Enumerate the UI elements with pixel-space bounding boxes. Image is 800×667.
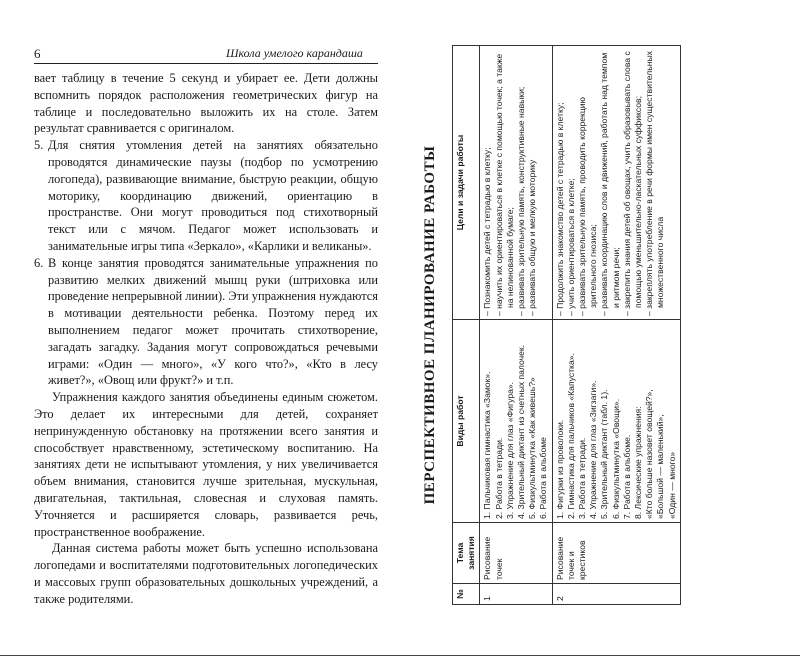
kind-item: 3. Работа в тетради. bbox=[577, 437, 588, 519]
kind-item: 2. Гимнастика для пальчиков «Капустка». bbox=[565, 353, 576, 519]
goal-item: – Познакомить детей с тетрадью в клетку; bbox=[482, 147, 493, 316]
kind-item: 4. Зрительный диктант из счетных палочек. bbox=[516, 344, 527, 519]
cell-num: 1 bbox=[480, 584, 552, 605]
plan-table bbox=[452, 45, 681, 605]
bottom-rule bbox=[0, 655, 800, 656]
kind-item: 4. Упражнение для глаз «Зигзаги». bbox=[588, 380, 599, 519]
header-rule bbox=[34, 63, 378, 64]
goal-item: – учить ориентироваться в клетке; bbox=[565, 178, 576, 316]
col-header-num: № bbox=[453, 584, 480, 605]
kind-item: 6. Физкультминутка «Овощи». bbox=[610, 398, 621, 519]
goal-item: – развивать общую и мелкую моторику bbox=[527, 159, 538, 316]
numbered-item bbox=[34, 137, 378, 255]
cell-goals bbox=[480, 46, 552, 320]
kind-item: 2. Работа в тетради. bbox=[493, 437, 504, 519]
goal-item: – научить их ориентироваться в клетке с помощью точек; а также на нелинованной бумаге; bbox=[493, 53, 515, 316]
kind-item: 5. Зрительный диктант (табл. 1). bbox=[599, 389, 610, 519]
numbered-item bbox=[34, 255, 378, 389]
cell-topic: Рисование точек bbox=[480, 523, 552, 584]
goal-item: – развивать зрительную память, проводить коррекцию зрительного гнозиса; bbox=[577, 97, 599, 316]
page-number: 6 bbox=[34, 46, 41, 61]
cell-kinds bbox=[480, 320, 552, 523]
kind-item: 6. Работа в альбоме bbox=[538, 437, 549, 519]
item-text: Для снятия утомления детей на занятиях обязательно проводятся динамические паузы (подбор по усмотрению логопеда), развивающие внимание, быструю реакции, общую моторику, координацию движений, ориентацию в пространстве. Они могут проводиться под стихотворный текст или с мячом. Педагог может использовать и занимательные игры типа «Зеркало», «Карлики и великаны». bbox=[48, 138, 378, 253]
cell-goals bbox=[552, 46, 680, 320]
goal-item: – Продолжить знакомство детей с тетрадью в клетку; bbox=[554, 102, 565, 316]
col-header-goals: Цели и задачи работы bbox=[453, 46, 480, 320]
kind-item: 3. Упражнение для глаз «Фигура». bbox=[504, 381, 515, 519]
table-header-row bbox=[453, 46, 480, 605]
plan-table-body bbox=[480, 46, 680, 605]
running-head: Школа умелого карандаша bbox=[226, 46, 363, 60]
kind-item: 5. Физкультминутка «Как живешь?» bbox=[527, 377, 538, 519]
kind-item: «Кто больше назовет овощей?», bbox=[644, 389, 655, 519]
plan-title: ПЕРСПЕКТИВНОЕ ПЛАНИРОВАНИЕ РАБОТЫ bbox=[421, 145, 438, 505]
kind-item: 7. Работа в альбоме. bbox=[621, 434, 632, 519]
kind-item: 1. Пальчиковая гимнастика «Замок». bbox=[482, 371, 493, 519]
item-text: В конце занятия проводятся занимательные упражнения по развитию мелких движений мышц руки (штриховка или проведение непрерывной линии). Эти упражнения нуждаются в мотивации деятельности ребенка. Поэтому перед их выполнением педагог может прочитать стихотворение, загадать загадку. Задания могут сопровождаться речевыми играми: «Один — много», «У кого что?», «Кто в лесу живет?», «Овощ или фрукт?» и т.п. bbox=[48, 255, 378, 388]
intro-paragraph: вает таблицу в течение 5 секунд и убирает ее. Дети должны вспомнить порядок расположения геометрических фигур на таблице и последовательно выложить их на столе. Затем результат сравнивается с оригиналом. bbox=[34, 71, 378, 136]
goal-item: – закрепить знания детей об овощах, учить образовывать слова с помощью уменьшительно-ласкательных суффиксов; bbox=[621, 51, 644, 316]
kind-item: «Один — много» bbox=[666, 451, 677, 519]
table-row bbox=[552, 46, 680, 605]
cell-topic: Рисование точек и крестиков bbox=[552, 523, 680, 584]
body-paragraph: Данная система работы может быть успешно использована логопедами и воспитателями подготовительных логопедических и массовых групп образовательных дошкольных учреждений, а также родителями. bbox=[34, 541, 378, 606]
body-paragraph: Упражнения каждого занятия объединены единым сюжетом. Это делает их интересными для детей, сохраняет непринужденную обстановку на протяжении всего занятия и способствует нравственному, эстетическому воспитанию. На занятиях дети не испытывают утомления, у них увеличивается объем внимания, становится лучше зрительная, мускульная, двигательная, тактильная, словесная и слуховая память. Уточняется и расширяется словарь, развивается речь, пространственное воображение. bbox=[34, 390, 378, 539]
goal-item: – развивать координацию слов и движений, работать над темпом и ритмом речи; bbox=[599, 52, 621, 316]
cell-kinds bbox=[552, 320, 680, 523]
goal-item: – развивать зрительную память, конструктивные навыки; bbox=[516, 86, 527, 316]
kind-item: 1. Фигурки из проволоки. bbox=[554, 419, 565, 519]
goal-item: – закреплять употребление в речи формы имен существительных множественного числа bbox=[644, 51, 666, 316]
kind-item: 8. Лексические упражнения: bbox=[633, 406, 644, 519]
body-text bbox=[34, 70, 378, 608]
item-number: 5. bbox=[34, 138, 44, 153]
table-row bbox=[480, 46, 552, 605]
item-number: 6. bbox=[34, 255, 44, 270]
kind-item: «Большой — маленький», bbox=[655, 414, 666, 519]
cell-num: 2 bbox=[552, 584, 680, 605]
col-header-topic: Тема занятия bbox=[453, 523, 480, 584]
rotated-plan-block bbox=[412, 45, 780, 605]
col-header-kinds: Виды работ bbox=[453, 320, 480, 523]
